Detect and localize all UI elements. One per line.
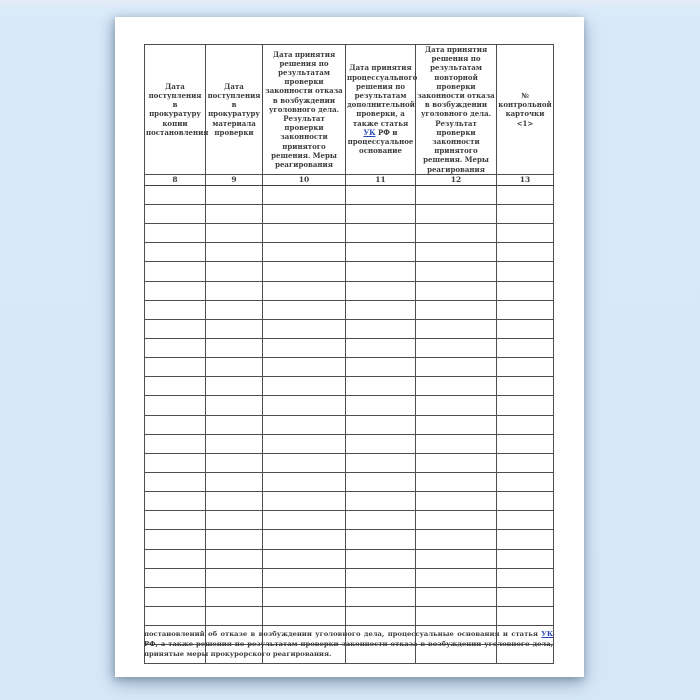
empty-cell bbox=[497, 453, 554, 472]
empty-cell bbox=[145, 358, 206, 377]
empty-cell bbox=[346, 549, 416, 568]
empty-cell bbox=[346, 243, 416, 262]
empty-cell bbox=[346, 319, 416, 338]
table-row bbox=[145, 243, 554, 262]
empty-cell bbox=[145, 396, 206, 415]
empty-cell bbox=[497, 415, 554, 434]
empty-cell bbox=[263, 358, 346, 377]
empty-cell bbox=[206, 338, 263, 357]
empty-cell bbox=[263, 549, 346, 568]
empty-cell bbox=[416, 453, 497, 472]
column-header-text: Дата принятия решения по результатам повторной проверки законности отказа в возбуждении уголовного дела. Результат проверки законности принятого решения. Меры реагирования bbox=[417, 45, 495, 174]
empty-cell bbox=[497, 319, 554, 338]
empty-cell bbox=[206, 243, 263, 262]
table-row bbox=[145, 377, 554, 396]
document-page bbox=[115, 17, 584, 677]
empty-cell bbox=[206, 434, 263, 453]
column-number: 10 bbox=[263, 174, 346, 185]
uk-rf-footnote-link[interactable]: УК bbox=[541, 630, 553, 638]
empty-cell bbox=[416, 568, 497, 587]
table-row bbox=[145, 262, 554, 281]
empty-cell bbox=[145, 549, 206, 568]
table-row bbox=[145, 568, 554, 587]
empty-cell bbox=[346, 377, 416, 396]
column-number: 11 bbox=[346, 174, 416, 185]
empty-cell bbox=[263, 319, 346, 338]
empty-cell bbox=[416, 492, 497, 511]
empty-cell bbox=[263, 492, 346, 511]
table-row bbox=[145, 472, 554, 491]
empty-cell bbox=[263, 262, 346, 281]
empty-cell bbox=[346, 185, 416, 204]
empty-cell bbox=[416, 511, 497, 530]
empty-cell bbox=[145, 300, 206, 319]
column-header-text: РФ и процессуальное основание bbox=[347, 127, 414, 156]
column-header-text: Дата поступления в прокуратуру материала проверки bbox=[207, 81, 261, 137]
empty-cell bbox=[497, 606, 554, 625]
empty-cell bbox=[416, 472, 497, 491]
empty-cell bbox=[263, 377, 346, 396]
table-row bbox=[145, 204, 554, 223]
table-row bbox=[145, 319, 554, 338]
empty-cell bbox=[416, 243, 497, 262]
table-row bbox=[145, 281, 554, 300]
empty-cell bbox=[497, 300, 554, 319]
header-row bbox=[145, 45, 554, 175]
table-row bbox=[145, 396, 554, 415]
empty-cell bbox=[346, 396, 416, 415]
empty-cell bbox=[497, 358, 554, 377]
empty-cell bbox=[206, 319, 263, 338]
column-number: 9 bbox=[206, 174, 263, 185]
empty-cell bbox=[497, 224, 554, 243]
column-number: 8 bbox=[145, 174, 206, 185]
empty-cell bbox=[263, 185, 346, 204]
table-row bbox=[145, 415, 554, 434]
empty-cell bbox=[206, 492, 263, 511]
empty-cell bbox=[346, 300, 416, 319]
table-row bbox=[145, 606, 554, 625]
footnote-segment: РФ, а также решения по результатам проверки законности отказа в возбуждении уголовного дела, принятые меры прокурорского реагирования. bbox=[144, 639, 553, 658]
empty-cell bbox=[263, 415, 346, 434]
empty-cell bbox=[346, 204, 416, 223]
column-header-text: Дата принятия процессуального решения по результатам дополнительной проверки, а также статья bbox=[347, 63, 418, 128]
empty-cell bbox=[346, 568, 416, 587]
empty-cell bbox=[497, 377, 554, 396]
empty-cell bbox=[263, 338, 346, 357]
uk-rf-link[interactable]: УК bbox=[363, 127, 376, 137]
empty-cell bbox=[206, 358, 263, 377]
column-number: 12 bbox=[416, 174, 497, 185]
empty-cell bbox=[206, 606, 263, 625]
empty-cell bbox=[263, 511, 346, 530]
empty-cell bbox=[145, 204, 206, 223]
empty-cell bbox=[416, 185, 497, 204]
empty-cell bbox=[346, 415, 416, 434]
empty-cell bbox=[206, 568, 263, 587]
empty-cell bbox=[145, 568, 206, 587]
empty-cell bbox=[145, 492, 206, 511]
empty-cell bbox=[416, 358, 497, 377]
empty-cell bbox=[497, 243, 554, 262]
empty-cell bbox=[206, 396, 263, 415]
footnote-text bbox=[144, 630, 553, 659]
empty-cell bbox=[263, 434, 346, 453]
empty-cell bbox=[263, 243, 346, 262]
empty-cell bbox=[206, 204, 263, 223]
empty-cell bbox=[346, 587, 416, 606]
empty-cell bbox=[263, 204, 346, 223]
register-table bbox=[144, 44, 554, 664]
empty-cell bbox=[206, 262, 263, 281]
empty-cell bbox=[145, 243, 206, 262]
column-header-10 bbox=[263, 45, 346, 175]
empty-cell bbox=[497, 338, 554, 357]
empty-cell bbox=[145, 224, 206, 243]
empty-cell bbox=[346, 472, 416, 491]
table-row bbox=[145, 185, 554, 204]
table-row bbox=[145, 224, 554, 243]
empty-cell bbox=[497, 511, 554, 530]
empty-cell bbox=[346, 434, 416, 453]
column-header-text: Дата принятия решения по результатам проверки законности отказа в возбуждении уголовного дела. Результат проверки законности принятого решения. Меры реагирования bbox=[265, 49, 343, 170]
empty-cell bbox=[263, 300, 346, 319]
empty-cell bbox=[145, 185, 206, 204]
table-row bbox=[145, 587, 554, 606]
empty-cell bbox=[346, 492, 416, 511]
empty-cell bbox=[497, 568, 554, 587]
empty-cell bbox=[206, 281, 263, 300]
empty-cell bbox=[497, 434, 554, 453]
empty-cell bbox=[346, 511, 416, 530]
empty-cell bbox=[206, 472, 263, 491]
empty-cell bbox=[206, 185, 263, 204]
table-row bbox=[145, 434, 554, 453]
empty-cell bbox=[145, 262, 206, 281]
empty-cell bbox=[497, 281, 554, 300]
empty-cell bbox=[145, 587, 206, 606]
empty-cell bbox=[145, 511, 206, 530]
column-header-12 bbox=[416, 45, 497, 175]
empty-cell bbox=[145, 530, 206, 549]
empty-cell bbox=[263, 472, 346, 491]
empty-cell bbox=[206, 549, 263, 568]
empty-cell bbox=[416, 549, 497, 568]
empty-cell bbox=[346, 358, 416, 377]
table-row bbox=[145, 492, 554, 511]
empty-cell bbox=[346, 606, 416, 625]
column-header-8 bbox=[145, 45, 209, 175]
table-row bbox=[145, 300, 554, 319]
empty-cell bbox=[206, 377, 263, 396]
empty-cell bbox=[263, 281, 346, 300]
empty-cell bbox=[416, 338, 497, 357]
column-number-row bbox=[145, 174, 554, 185]
empty-cell bbox=[145, 453, 206, 472]
empty-cell bbox=[145, 377, 206, 396]
empty-cell bbox=[263, 587, 346, 606]
empty-cell bbox=[416, 281, 497, 300]
empty-cell bbox=[497, 472, 554, 491]
empty-cell bbox=[416, 587, 497, 606]
footnote-segment: постановлений об отказе в возбуждении уголовного дела, процессуальные основания и статья bbox=[144, 630, 542, 638]
empty-cell bbox=[346, 338, 416, 357]
empty-cell bbox=[263, 396, 346, 415]
table-row bbox=[145, 530, 554, 549]
table-row bbox=[145, 453, 554, 472]
empty-cell bbox=[416, 204, 497, 223]
column-header-text: № контрольной карточки <1> bbox=[498, 91, 552, 128]
empty-cell bbox=[497, 204, 554, 223]
empty-cell bbox=[263, 568, 346, 587]
column-header-11 bbox=[346, 45, 416, 175]
empty-cell bbox=[416, 224, 497, 243]
empty-cell bbox=[416, 262, 497, 281]
empty-cell bbox=[145, 606, 206, 625]
empty-cell bbox=[206, 415, 263, 434]
empty-cell bbox=[497, 262, 554, 281]
table-row bbox=[145, 338, 554, 357]
empty-cell bbox=[416, 434, 497, 453]
empty-cell bbox=[206, 587, 263, 606]
empty-cell bbox=[263, 453, 346, 472]
empty-cell bbox=[206, 300, 263, 319]
empty-cell bbox=[497, 549, 554, 568]
column-header-text: Дата поступления в прокуратуру копии постановления bbox=[146, 81, 209, 137]
empty-cell bbox=[497, 396, 554, 415]
empty-cell bbox=[416, 530, 497, 549]
table-row bbox=[145, 511, 554, 530]
empty-cell bbox=[346, 530, 416, 549]
empty-cell bbox=[206, 224, 263, 243]
empty-cell bbox=[416, 319, 497, 338]
empty-cell bbox=[206, 511, 263, 530]
empty-cell bbox=[145, 319, 206, 338]
column-header-13 bbox=[497, 45, 554, 175]
column-number: 13 bbox=[497, 174, 554, 185]
empty-cell bbox=[145, 338, 206, 357]
empty-cell bbox=[145, 415, 206, 434]
table-row bbox=[145, 549, 554, 568]
empty-cell bbox=[263, 606, 346, 625]
empty-cell bbox=[263, 530, 346, 549]
empty-cell bbox=[497, 185, 554, 204]
empty-cell bbox=[416, 606, 497, 625]
empty-cell bbox=[497, 492, 554, 511]
empty-cell bbox=[263, 224, 346, 243]
column-header-9 bbox=[206, 45, 263, 175]
empty-cell bbox=[346, 453, 416, 472]
empty-cell bbox=[145, 281, 206, 300]
empty-cell bbox=[416, 300, 497, 319]
empty-cell bbox=[497, 530, 554, 549]
empty-cell bbox=[416, 415, 497, 434]
table-row bbox=[145, 358, 554, 377]
empty-cell bbox=[145, 472, 206, 491]
empty-cell bbox=[206, 530, 263, 549]
empty-cell bbox=[416, 377, 497, 396]
empty-cell bbox=[346, 262, 416, 281]
empty-cell bbox=[416, 396, 497, 415]
empty-cell bbox=[346, 281, 416, 300]
empty-cell bbox=[145, 434, 206, 453]
empty-cell bbox=[346, 224, 416, 243]
empty-cell bbox=[497, 587, 554, 606]
empty-cell bbox=[206, 453, 263, 472]
